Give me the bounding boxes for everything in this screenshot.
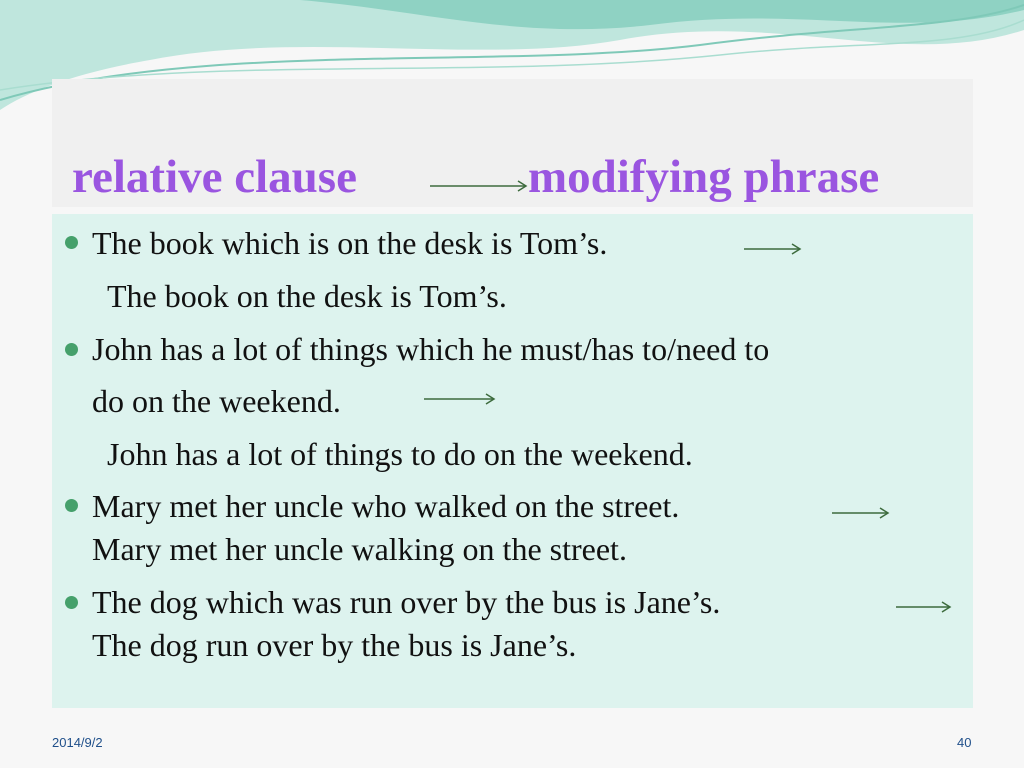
sentence-reduced: The book on the desk is Tom’s. xyxy=(107,278,507,314)
arrow-icon xyxy=(896,600,952,614)
bullet-icon xyxy=(65,236,78,249)
sentence-original-continued: do on the weekend. xyxy=(92,383,341,419)
bullet-icon xyxy=(65,596,78,609)
bullet-icon xyxy=(65,499,78,512)
sentence-original: The dog which was run over by the bus is Jane’s. xyxy=(92,584,721,620)
sentence-reduced: John has a lot of things to do on the weekend. xyxy=(107,436,693,472)
slide-date: 2014/9/2 xyxy=(52,735,103,750)
title-right: modifying phrase xyxy=(528,151,880,203)
page-number: 40 xyxy=(957,735,972,750)
arrow-icon xyxy=(424,392,496,406)
title-left: relative clause xyxy=(72,151,357,203)
sentence-original: The book which is on the desk is Tom’s. xyxy=(92,225,608,261)
sentence-reduced: The dog run over by the bus is Jane’s. xyxy=(92,627,577,663)
arrow-icon xyxy=(430,178,530,194)
arrow-icon xyxy=(744,242,802,256)
sentence-original: Mary met her uncle who walked on the street. xyxy=(92,488,680,524)
bullet-icon xyxy=(65,343,78,356)
sentence-original: John has a lot of things which he must/has to/need to xyxy=(92,331,770,367)
arrow-icon xyxy=(832,506,890,520)
sentence-reduced: Mary met her uncle walking on the street. xyxy=(92,531,627,567)
